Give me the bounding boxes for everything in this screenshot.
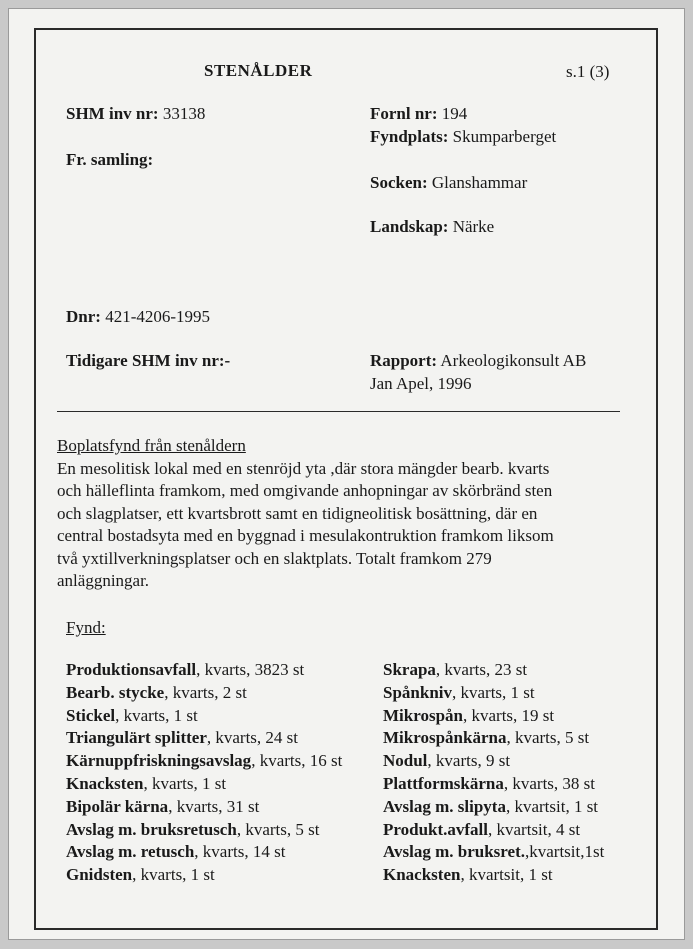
- fornl-nr: [370, 103, 467, 125]
- tidigare-shm: [66, 350, 230, 372]
- description-line: och hälleflinta framkom, med omgivande anhopningar av skörbränd sten: [57, 481, 553, 500]
- rapport-label: Rapport:: [370, 351, 438, 370]
- fyndplats-value: Skumparberget: [448, 127, 557, 146]
- rapport-value: Arkeologikonsult AB: [437, 351, 587, 370]
- dnr: [66, 306, 210, 328]
- fynd-item: Nodul, kvarts, 9 st: [383, 751, 511, 771]
- fr-samling-label: Fr. samling:: [66, 150, 154, 169]
- landskap: [370, 216, 494, 238]
- fr-samling: [66, 149, 153, 171]
- landskap-label: Landskap:: [370, 217, 449, 236]
- description-line: och slagplatser, ett kvartsbrott samt en tidigneolitisk bosättning, där en: [57, 503, 538, 523]
- landskap-value: Närke: [448, 217, 495, 236]
- horizontal-divider: [57, 411, 620, 412]
- fyndplats: [370, 126, 556, 148]
- fynd-item: Bearb. stycke, kvarts, 2 st: [66, 682, 247, 702]
- fynd-heading: Fynd:: [66, 618, 106, 637]
- rapport: [370, 350, 586, 372]
- fynd-item: Avslag m. slipyta, kvartsit, 1 st: [383, 796, 599, 816]
- socken-label: Socken:: [370, 173, 428, 192]
- dnr-value: 421-4206-1995: [100, 307, 211, 326]
- socken-value: Glanshammar: [427, 173, 528, 192]
- fynd-item: Gnidsten, kvarts, 1 st: [66, 865, 215, 885]
- fynd-item: Kärnuppfriskningsavslag, kvarts, 16 st: [66, 751, 343, 771]
- description-line: En mesolitisk lokal med en stenröjd yta ,där stora mängder bearb. kvarts: [57, 458, 550, 478]
- shm-inv-nr: [66, 103, 205, 125]
- shm-inv-label: SHM inv nr:: [66, 104, 159, 123]
- fynd-item: Avslag m. bruksretusch, kvarts, 5 st: [66, 819, 320, 839]
- description-line: två yxtillverkningsplatser och en slaktplats. Totalt framkom 279: [57, 548, 492, 568]
- fynd-item: Mikrospån, kvarts, 19 st: [383, 705, 555, 725]
- fynd-item: Knacksten, kvartsit, 1 st: [383, 865, 553, 885]
- socken: [370, 172, 527, 194]
- description-line: anläggningar.: [57, 571, 150, 590]
- fynd-item: Spånkniv, kvarts, 1 st: [383, 682, 535, 702]
- fynd-list-right: [383, 659, 604, 887]
- fynd-item: Produktionsavfall, kvarts, 3823 st: [66, 660, 305, 679]
- description-heading: Boplatsfynd från stenåldern: [57, 436, 246, 455]
- page-reference: s.1 (3): [566, 62, 610, 81]
- description-line: central bostadsyta med en byggnad i mesulakontruktion framkom liksom: [57, 526, 554, 545]
- fynd-list-left: [66, 659, 342, 887]
- fynd-item: Avslag m. bruksret.,kvartsit,1st: [383, 842, 605, 862]
- shm-inv-value: 33138: [158, 104, 206, 123]
- description: [57, 435, 622, 593]
- fynd-item: Produkt.avfall, kvartsit, 4 st: [383, 819, 581, 839]
- fynd-item: Plattformskärna, kvarts, 38 st: [383, 773, 596, 793]
- document-title: STENÅLDER: [204, 61, 313, 80]
- fynd-item: Triangulärt splitter, kvarts, 24 st: [66, 728, 299, 748]
- fornl-label: Fornl nr:: [370, 104, 438, 123]
- fornl-value: 194: [437, 104, 468, 123]
- fynd-item: Bipolär kärna, kvarts, 31 st: [66, 796, 260, 816]
- rapport-author: Jan Apel, 1996: [370, 374, 472, 393]
- fyndplats-label: Fyndplats:: [370, 127, 449, 146]
- fynd-item: Mikrospånkärna, kvarts, 5 st: [383, 728, 590, 748]
- tidigare-label: Tidigare SHM inv nr:-: [66, 351, 231, 370]
- dnr-label: Dnr:: [66, 307, 101, 326]
- fynd-item: Knacksten, kvarts, 1 st: [66, 773, 227, 793]
- fynd-item: Avslag m. retusch, kvarts, 14 st: [66, 842, 286, 862]
- fynd-item: Skrapa, kvarts, 23 st: [383, 660, 528, 679]
- fynd-item: Stickel, kvarts, 1 st: [66, 705, 198, 725]
